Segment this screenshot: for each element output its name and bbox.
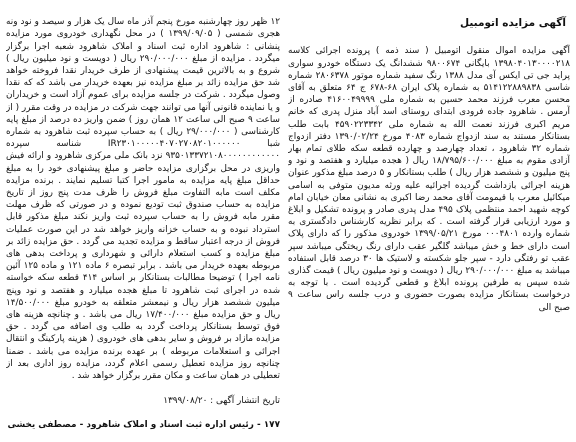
notice-left-column <box>6 4 280 438</box>
notice-right-column <box>288 4 570 438</box>
notice-body-part-1: آگهی مزایده اموال منقول اتومبیل ( سند ذمه ) پرونده اجرائی کلاسه ۱۳۹۸۰۴۰۱۳۰۰۰۰۲۱۸ بایگانی ۹۸۰۰۶۷۴ ششدانگ یک دستگاه خودرو سواری پراید جی تی ایکس آی مدل ۱۳۸۸ رنگ سفید شماره موتور ۲۸۰۶۳۷۸ شماره شاسی ۵۱۴۱۲۲۸۸۹۸۳۸ به شماره پلاک ایران ۶۸-۶۷۸ ج ۶۴ متعلق به آقای محسن معرب فرزند محمد حسین به شماره ملی ۴۱۶۰۰۴۹۹۹۹ صادره از آرمس . شاهرود جاده فرودی ابتدای روستای اسد آباد منزل پدری که خانم مریم اکبری فرزند نعمت الله به شماره ملی ۴۵۹۰۲۲۳۳۴۲ بابت طلب بستانکار مستند به سند ازدواج شماره ۴۰۸۳ مورخ ۱۳۹۰/۰۲/۲۴ دفتر ازدواج شماره ۳۲ شاهرود ، تعداد چهارصد و چهارده قطعه سکه طلای تمام بهار آزادی مقوم به مبلغ ۱۸/۷۹۵/۶۰۰/۰۰۰ ریال ( هجده میلیارد و هفتصد و نود و پنج میلیون و ششصد هزار ریال ) طلب بستانکار و ۵ درصد مبلغ مذکور عنوان هزینه اجرائی بازداشت گردیده اجرائیه علیه ورثه مدیون متوفی به اسامی میکائیل معرب با قیمومت آقای محمد رضا اکبری به نشانی معان خیابان امام کوچه شهید احمد منتظمی پلاک ۴۹۵ مدل پدری صادر و پرونده تشکیل و ابلاغ و مورد ارزیابی قرار گرفته است . که برابر نظریه کارشناس دادگستری به شماره وارده ۰۰۰۴۸۰۱ مورخ ۱۳۹۹/۰۵/۲۱ خودروی مذکور را که دارای پلاک است دارای خط و خش میباشد گلگیر عقب دارای رنگ ریختگی میباشد سپر عقب تو رفتگی دارد - سپر جلو شکسته و لاستیک ها ۳۰ درصد قابل استفاده میباشد به مبلغ ۲۹۰/۰۰۰/۰۰۰ ریال ( دویست و نود میلیون ریال ) قیمت گذاری شده سپس به طرفین پرونده ابلاغ و قطعی گردیده است . با توجه به درخواست بستانکار مزایده بصورت حضوری و درب جلسه راس ساعت ۹ صبح الی <box>288 46 570 313</box>
notice-body-part-2: ۱۲ ظهر روز چهارشنبه مورخ پنجم آذر ماه سال یک هزار و سیصد و نود ونه هجری شمسی ( ۱۳۹۹/۰۹/۰۵ ) در محل نگهداری خودروی مورد مزایده پنشانی : شاهرود اداره ثبت اسناد و املاک شاهرود شعبه اجرا برگزار میگردد . مزایده از مبلغ ۲۹۰/۰۰۰/۰۰۰ ریال ( دویست و نود میلیون ریال ) شروع و به بالاترین قیمت پیشنهادی از طرف خریدار نقدا فروخته خواهد شد حق مزایده زائد بر مبلغ مزایده نیز بعهده خریدار می باشد که که نقدا وصول میگردد . شرکت در جلسه مزایده برای عموم آزاد است و خریداران و یا نماینده قانونی آنها می توانند جهت شرکت در مزایده در وقت مقرر ( از ساعت ۹ صبح الی ساعت ۱۲ همان روز ) ضمن واریز ده درصد از مبلغ پایه کارشناسی ( ۲۹/۰۰۰/۰۰۰ ریال ) به حساب سپرده ثبت شاهرود به شماره شبا IR۲۳۰۱۰۰۰۰۰۴۰۷۰۲۷۰۸۲۰۱۰۰۰۰۰۰ شناسه سپرده ۹۳۵۰۱۳۳۷۲۱۰۸۰۰۰۰۰۰۰۰۰۰۰۰ نزد بانک ملی مرکزی شاهرود و ارائه فیش واریزی در محل برگزاری مزایده حاضر و مبلغ پیشنهادی خود را به مبلغ حداقل مبلغ پایه مزایده به مامور اجرا کتبا تسلیم نمایند . برنده مزایده مکلف است مابه التفاوت مبلغ فروش را ظرف مدت پنج روز از تاریخ مزایده به حساب صندوق ثبت تودیع نموده و در صورتی که ظرف مهلت مقرر مابه فروش را به حساب سپرده ثبت واریز نکند مبلغ مذکور قابل استرداد نبوده و به حساب خزانه واریز خواهد شد در این صورت عملیات فروش از درجه اعتبار ساقط و مزایده تجدید می گردد . حق مزایده زائد بر مبلغ مزایده و کسب استعلام دارائی و شهرداری و پرداخت بدهی های مربوطه بعهده خریدار می باشد . برابر تبصره ۶ ماده ۱۲۱ و ماده ۱۲۵ آئین نامه اجرا ) توضیحا مطالبات بستانکار بر اساس ۴۱۴ قطعه سکه خواسته شده در اجرای ثبت شاهرود تا مبلغ هجده میلیارد و هفتصد و نود وپنج میلیون ششصد هزار ریال و نیمعشر متعلقه به خودرو مبلغ ۱۴/۵۰۰/۰۰۰ ریال و حق مزایده مبلغ ۱۷/۴۰۰/۰۰۰ ریال می باشد . و چنانچه هزینه های فوق توسط بستانکار پرداخت گردد به طلب وی اضافه می گردد . حق مزایده مازاد بر فروش و سایر بدهی های خودروی ( هزینه پارکینگ و انتقال اجرائی و استعلامات مربوطه ) بر عهده برنده مزایده می باشد . ضمنا چنانچه روز مزایده تعطیل رسمی اعلام گردد، مزایده روز اداری بعد از تعطیلی در همان ساعت و مکان مقرر برگزار خواهد شد . <box>6 17 280 382</box>
publish-date: تاریخ انتشار آگهی : ۱۳۹۹/۰۸/۲۰ <box>163 395 280 406</box>
notice-signature: ۱۷۷ - رئیس اداره ثبت اسناد و املاک شاهرود - مصطفی یخشی <box>7 419 280 430</box>
notice-title: آگهی مزایده اتومبیل <box>460 17 566 30</box>
